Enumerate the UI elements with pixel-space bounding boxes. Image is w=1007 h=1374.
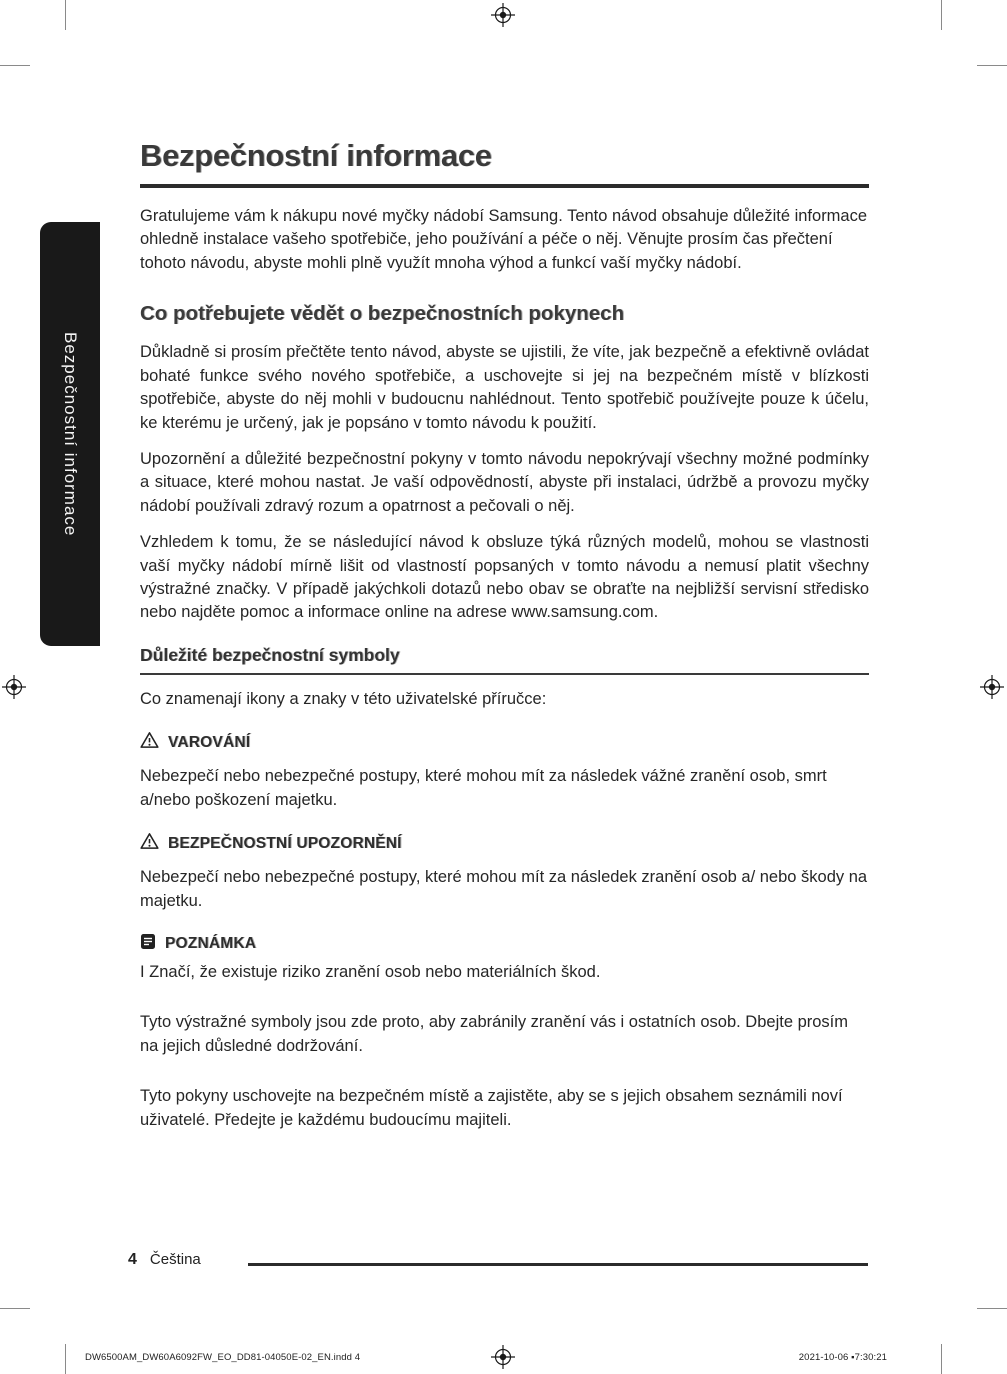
crop-mark (0, 65, 30, 66)
registration-mark-icon (2, 675, 26, 699)
page-title: Bezpečnostní informace (140, 138, 492, 173)
page-number: 4 (128, 1251, 137, 1268)
symbol-item-warning (140, 731, 869, 812)
section-heading-safety: Co potřebujete vědět o bezpečnostních pokynech (140, 302, 625, 326)
section-heading-symbols: Důležité bezpečnostní symboly (140, 644, 400, 665)
symbol-description: Nebezpečí nebo nebezpečné postupy, které mohou mít za následek zranění osob a/ nebo škody na majetku. (140, 868, 868, 910)
symbols-lead: Co znamenají ikony a znaky v této uživatelské příručce: (140, 689, 547, 708)
chapter-tab-label: Bezpečnostní informace (61, 331, 80, 537)
footer-language: Čeština (149, 1251, 201, 1268)
symbol-item-caution (140, 832, 869, 913)
closing-paragraph: Tyto výstražné symboly jsou zde proto, aby zabránily zranění vás i ostatních osob. Dbejte prosím na jejich důsledné dodržování. (140, 1013, 849, 1055)
print-file-name: DW6500AM_DW60A6092FW_EO_DD81-04050E-02_EN.indd 4 (85, 1352, 361, 1363)
symbol-label: POZNÁMKA (165, 935, 257, 953)
registration-mark-icon (491, 3, 515, 27)
content-column (140, 138, 869, 1145)
symbol-description: Nebezpečí nebo nebezpečné postupy, které mohou mít za následek vážné zranění osob, smrt a/nebo poškození majetku. (140, 767, 827, 809)
symbol-item-note (140, 933, 869, 984)
paragraph: Upozornění a důležité bezpečnostní pokyny v tomto návodu nepokrývají všechny možné podmínky a situace, které mohou nastat. Je vaší odpovědností, abyste při instalaci, údržbě a provozu myčky nádobí používali zdravý rozum a opatrnost a pečovali o něj. (140, 449, 869, 515)
crop-mark (977, 1308, 1007, 1309)
print-timestamp: 2021-10-06 ▪7:30:21 (798, 1352, 887, 1363)
subsection-rule (140, 673, 869, 675)
warning-triangle-icon (140, 832, 159, 855)
symbol-heading (140, 832, 869, 855)
page-footer (128, 1251, 201, 1269)
symbol-heading (140, 933, 869, 955)
crop-mark (941, 1344, 942, 1374)
crop-mark (0, 1308, 30, 1309)
paragraph: Vzhledem k tomu, že se následující návod k obsluze týká různých modelů, mohou se vlastnosti vaší myčky nádobí mírně lišit od vlastností popsaných v tomto návodu a nemusí platit všechny výstražné značky. V případě jakýchkoli dotazů nebo obav se obraťte na nejbližší servisní středisko nebo najděte pomoc a informace online na adrese www.samsung.com. (140, 533, 869, 622)
warning-triangle-icon (140, 731, 159, 754)
intro-paragraph: Gratulujeme vám k nákupu nové myčky nádobí Samsung. Tento návod obsahuje důležité informace ohledně instalace vašeho spotřebiče, jeho používání a péče o něj. Věnujte prosím čas přečtení tohoto návodu, abyste mohli plně využít mnoha výhod a funkcí vaší myčky nádobí. (140, 207, 868, 272)
symbol-heading (140, 731, 869, 754)
note-icon (140, 933, 156, 955)
crop-mark (941, 0, 942, 30)
symbol-label: VAROVÁNÍ (168, 733, 251, 751)
registration-mark-icon (980, 675, 1004, 699)
symbol-description: I Značí, že existuje riziko zranění osob nebo materiálních škod. (140, 963, 601, 982)
crop-mark (977, 65, 1007, 66)
chapter-tab (40, 222, 100, 646)
paragraph: Důkladně si prosím přečtěte tento návod, abyste se ujistili, že víte, jak bezpečně a efektivně ovládat bohaté funkce svého nového spotřebiče, a uschovejte si jej na bezpečném místě v blízkosti spotřebiče, abyste do něj mohli v budoucnu nahlédnout. Tento spotřebič používejte pouze k účelu, ke kterému je určený, jak je popsáno v tomto návodu k použití. (140, 343, 869, 432)
symbol-label: BEZPEČNOSTNÍ UPOZORNĚNÍ (168, 834, 402, 852)
crop-mark (65, 1344, 66, 1374)
footer-rule (248, 1263, 868, 1266)
closing-paragraph: Tyto pokyny uschovejte na bezpečném místě a zajistěte, aby se s jejich obsahem seznámili noví uživatelé. Předejte je každému budoucímu majiteli. (140, 1087, 843, 1129)
title-rule (140, 184, 869, 188)
crop-mark (65, 0, 66, 30)
print-slug-line (85, 1352, 887, 1363)
